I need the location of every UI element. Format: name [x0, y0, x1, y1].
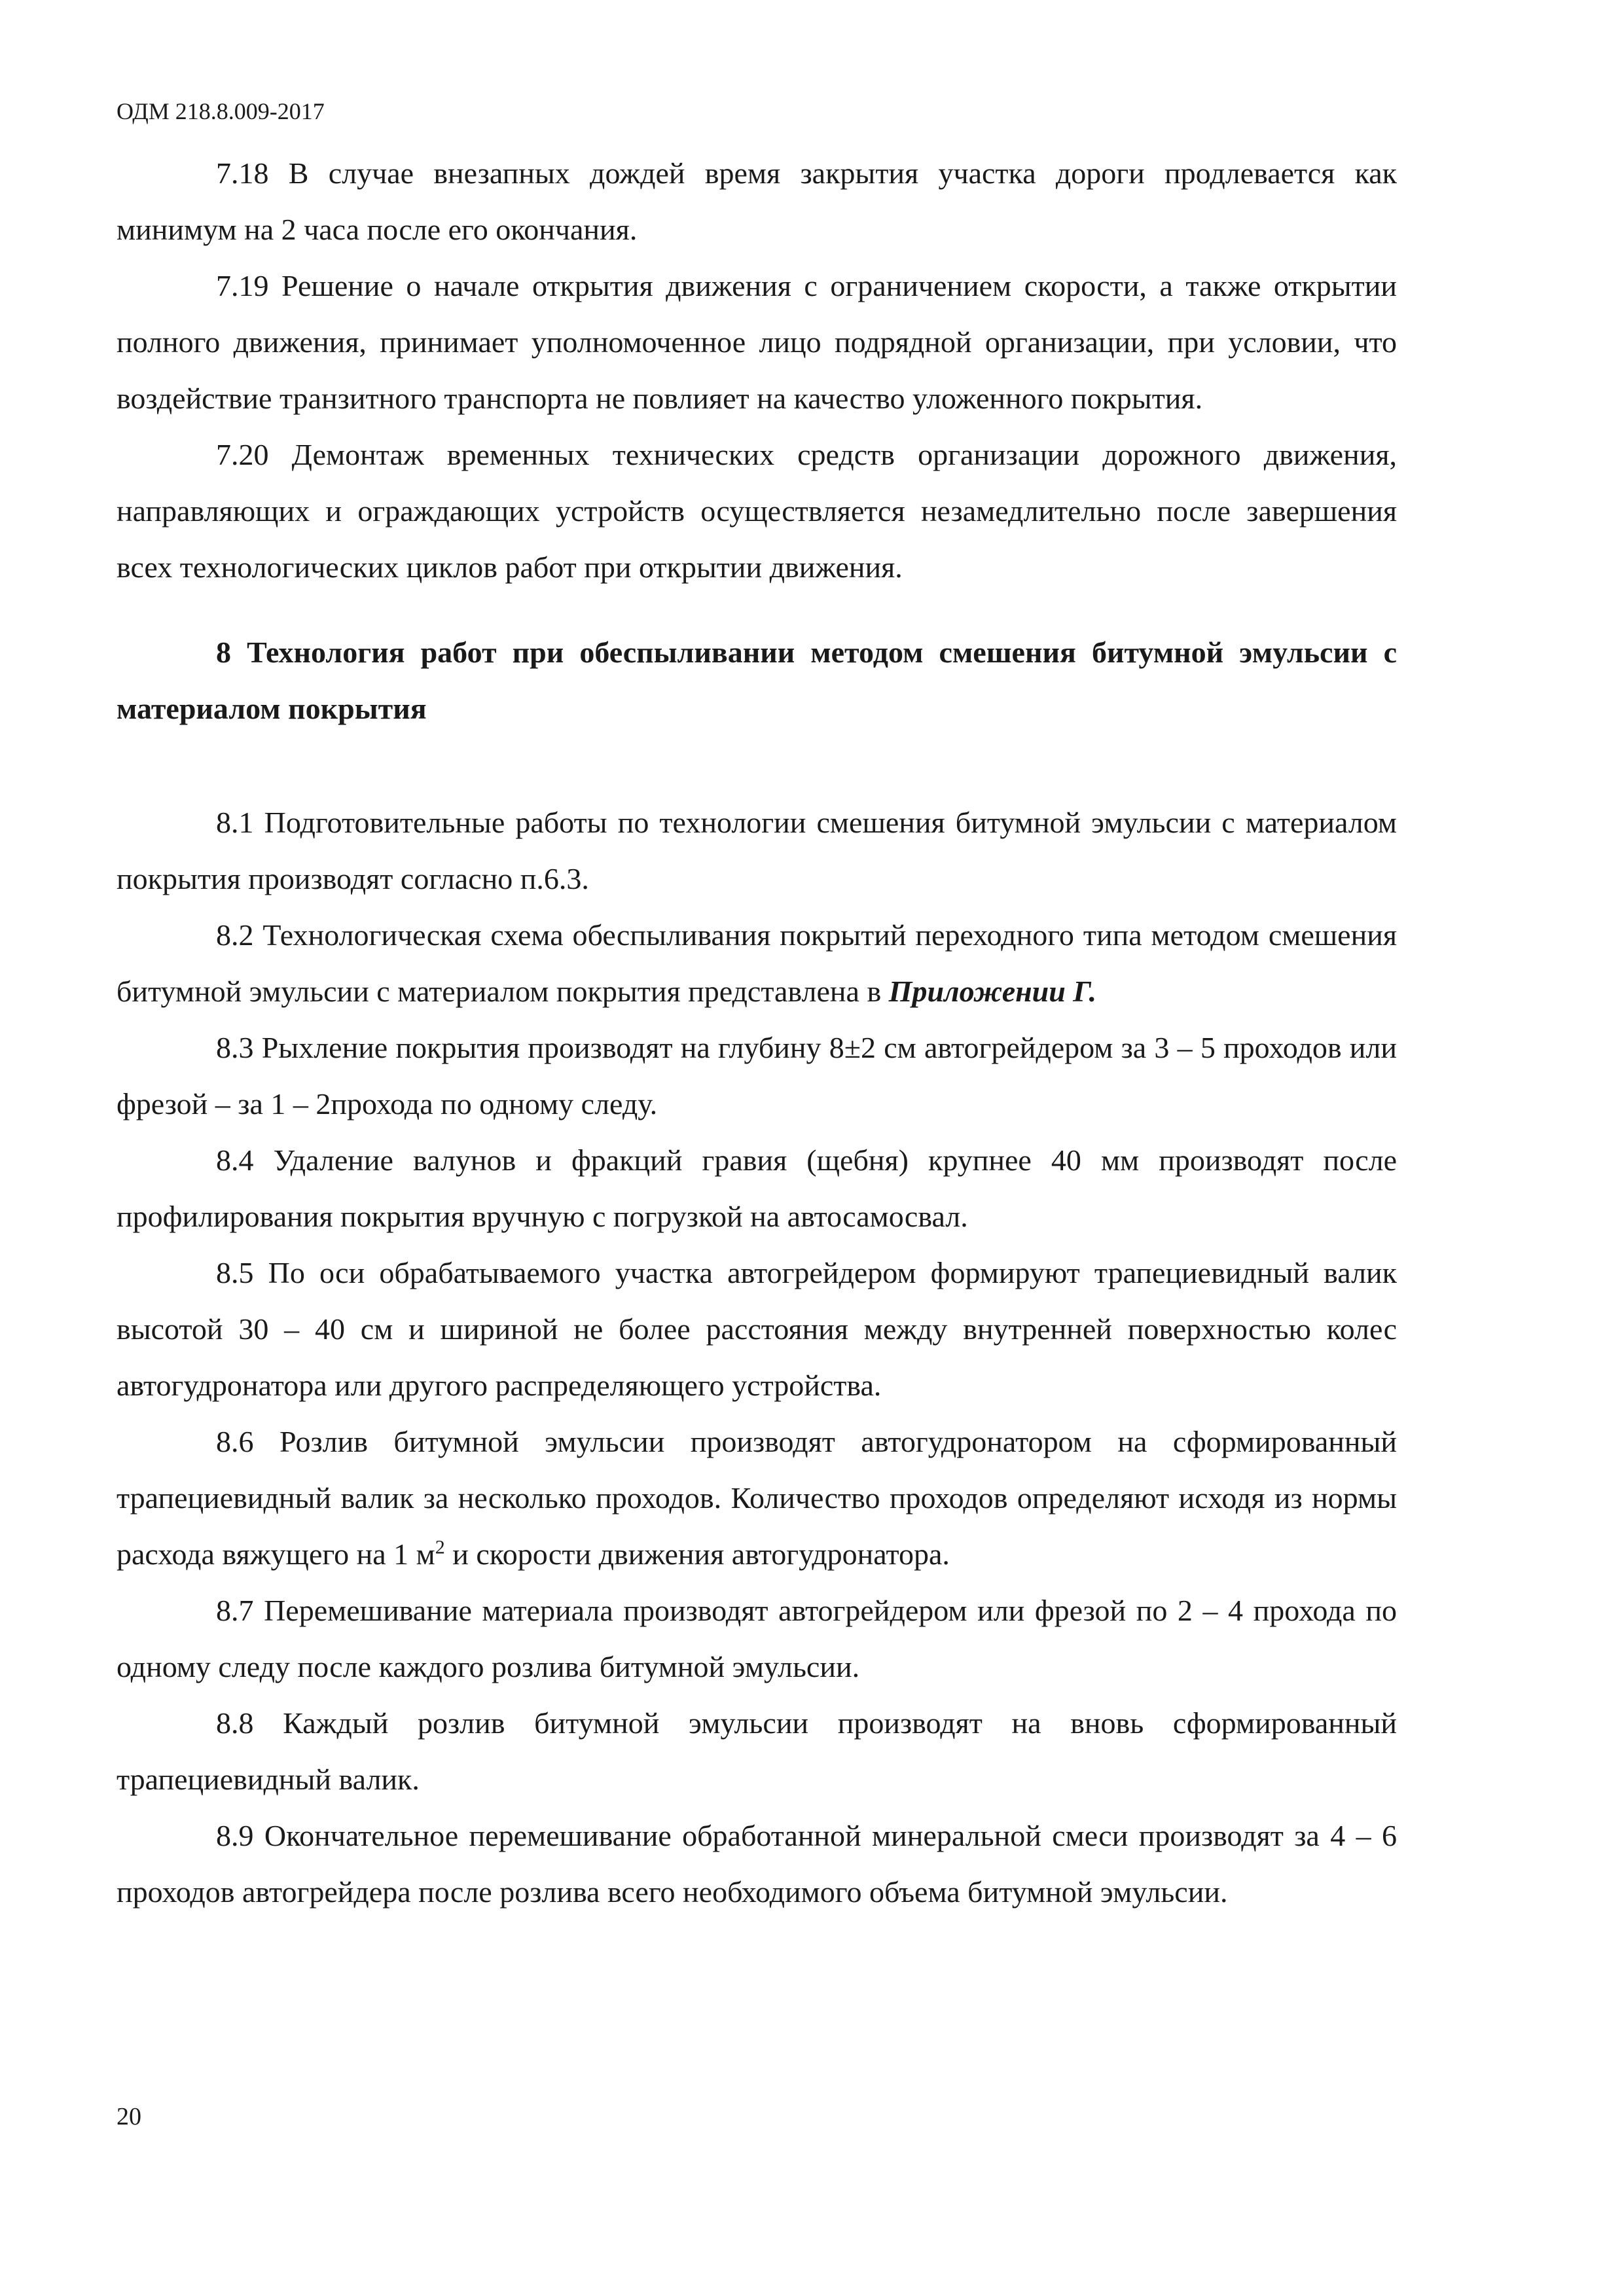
- appendix-reference: Приложении Г.: [888, 975, 1097, 1008]
- superscript: 2: [435, 1536, 445, 1558]
- page-content: [117, 145, 1397, 1920]
- paragraph-7-19: 7.19 Решение о начале открытия движения с ограничением скорости, а также открытии полного движения, принимает уполномоченное лицо подрядной организации, при условии, что воздействие транзитного транспорта не повлияет на качество уложенного покрытия.: [117, 269, 1397, 415]
- paragraph-7-20: 7.20 Демонтаж временных технических средств организации дорожного движения, направляющих и ограждающих устройств осуществляется незамедлительно после завершения всех технологических циклов работ при открытии движения.: [117, 438, 1397, 584]
- paragraph-8-6: [117, 1414, 1397, 1583]
- spacer: [117, 596, 1397, 624]
- paragraph-8-9: 8.9 Окончательное перемешивание обработанной минеральной смеси производят за 4 – 6 проходов автогрейдера после розлива всего необходимого объема битумной эмульсии.: [117, 1819, 1397, 1909]
- paragraph-8-7: 8.7 Перемешивание материала производят автогрейдером или фрезой по 2 – 4 прохода по одному следу после каждого розлива битумной эмульсии.: [117, 1594, 1397, 1683]
- section-8-heading: 8 Технология работ при обеспыливании методом смешения битумной эмульсии с материалом покрытия: [117, 636, 1397, 725]
- paragraph-8-1: 8.1 Подготовительные работы по технологии смешения битумной эмульсии с материалом покрытия производят согласно п.6.3.: [117, 806, 1397, 895]
- paragraph-8-6-tail: и скорости движения автогудронатора.: [444, 1537, 950, 1571]
- paragraph-8-3: 8.3 Рыхление покрытия производят на глубину 8±2 см автогрейдером за 3 – 5 проходов или фрезой – за 1 – 2прохода по одному следу.: [117, 1031, 1397, 1121]
- paragraph-8-2: [117, 907, 1397, 1020]
- paragraph-8-2-text: 8.2 Технологическая схема обеспыливания покрытий переходного типа методом смешения битумной эмульсии с материалом покрытия представлена в: [117, 918, 1397, 1008]
- paragraph-7-18: 7.18 В случае внезапных дождей время закрытия участка дороги продлевается как минимум на 2 часа после его окончания.: [117, 156, 1397, 246]
- paragraph-8-5: 8.5 По оси обрабатываемого участка автогрейдером формируют трапециевидный валик высотой 30 – 40 см и шириной не более расстояния между внутренней поверхностью колес автогудронатора или другого распределяющего устройства.: [117, 1256, 1397, 1402]
- paragraph-8-6-text: 8.6 Розлив битумной эмульсии производят автогудронатором на сформированный трапециевидный валик за несколько проходов. Количество проходов определяют исходя из нормы расхода вяжущего на 1 м: [117, 1425, 1397, 1571]
- spacer: [117, 737, 1397, 795]
- paragraph-8-8: 8.8 Каждый розлив битумной эмульсии производят на вновь сформированный трапециевидный валик.: [117, 1706, 1397, 1796]
- paragraph-8-4: 8.4 Удаление валунов и фракций гравия (щебня) крупнее 40 мм производят после профилирования покрытия вручную с погрузкой на автосамосвал.: [117, 1143, 1397, 1233]
- page-number: 20: [117, 2103, 141, 2130]
- document-code: ОДМ 218.8.009-2017: [117, 98, 325, 124]
